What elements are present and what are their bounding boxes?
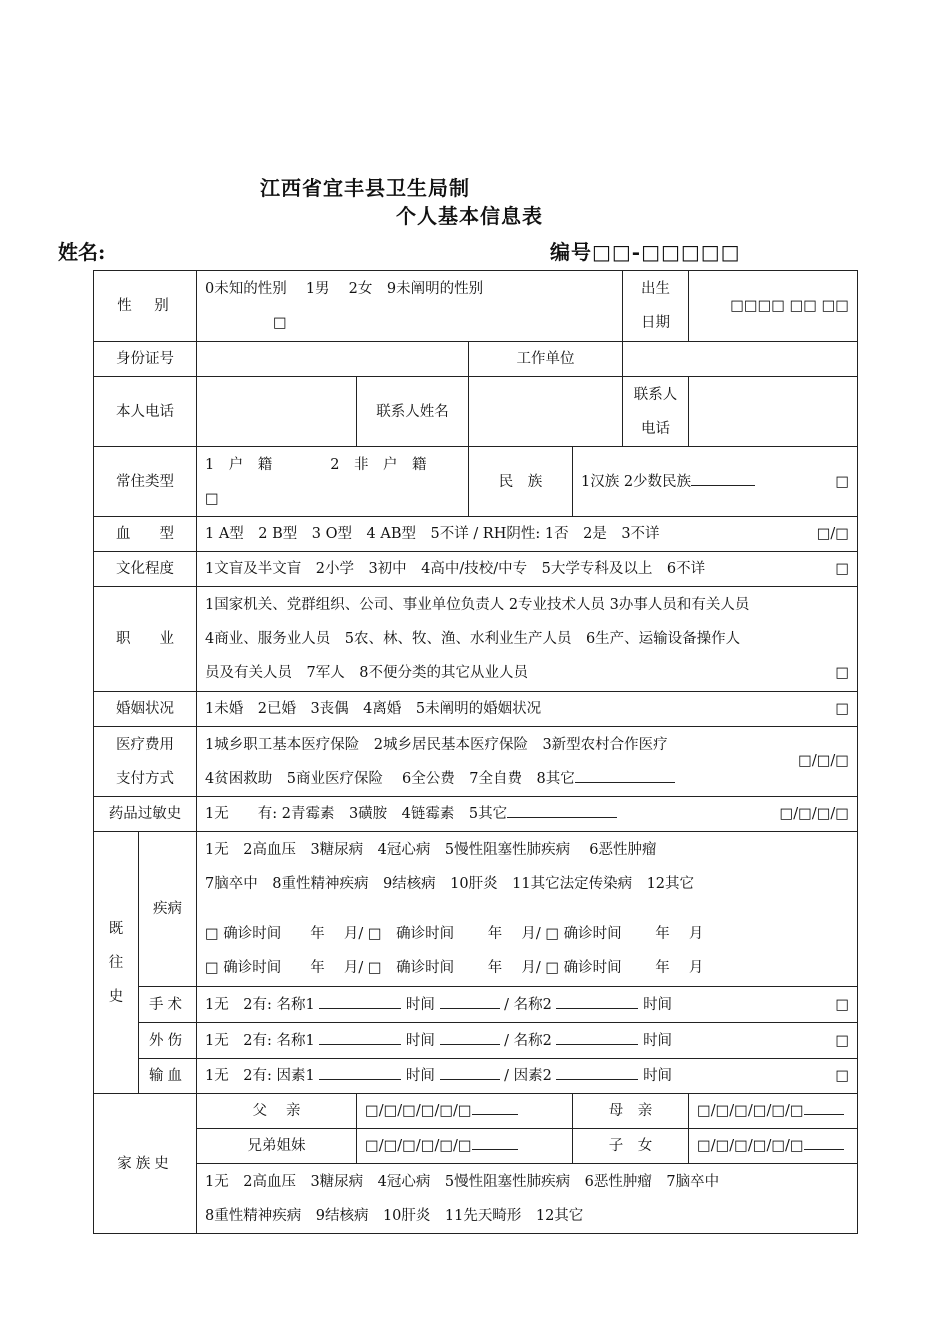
disease-line-2: 7脑卒中 8重性精神疾病 9结核病 10肝炎 11其它法定传染病 12其它 — [205, 876, 695, 892]
injury-checkbox[interactable]: □ — [835, 1032, 850, 1049]
disease-line-1: 1无 2高血压 3糖尿病 4冠心病 5慢性阻塞性肺疾病 6恶性肿瘤 — [205, 842, 657, 858]
agency-name: 江西省宜丰县卫生局制 — [260, 176, 470, 200]
father-boxes[interactable]: □/□/□/□/□/□ — [365, 1103, 472, 1119]
transfusion-reason-2-blank[interactable] — [556, 1065, 638, 1080]
occupation-line-1: 1国家机关、党群组织、公司、事业单位负责人 2专业技术人员 3办事人员和有关人员 — [205, 597, 750, 613]
payment-other-blank[interactable] — [575, 768, 675, 783]
education-checkbox[interactable]: □ — [835, 561, 850, 577]
marital-label: 婚姻状况 — [94, 692, 197, 727]
injury-time-label: 时间 — [405, 1032, 435, 1049]
mother-label: 母 亲 — [573, 1094, 689, 1129]
surgery-label: 手术 — [139, 987, 197, 1023]
birth-label-1: 出生 — [641, 281, 670, 297]
surgery-checkbox[interactable]: □ — [835, 996, 850, 1013]
surgery-time-label: 时间 — [405, 996, 435, 1013]
payment-line-2: 4贫困救助 5商业医疗保险 6全公费 7全自费 8其它 — [205, 770, 575, 787]
children-blank[interactable] — [804, 1135, 844, 1150]
ethnic-checkbox[interactable]: □ — [835, 473, 850, 490]
diagnosis-row-1[interactable]: □ 确诊时间 年 月/ □ 确诊时间 年 月/ □ 确诊时间 年 月 — [205, 926, 704, 942]
blood-checkbox[interactable]: □/□ — [816, 526, 850, 542]
id-label: 身份证号 — [94, 342, 197, 377]
allergy-label: 药品过敏史 — [94, 797, 197, 832]
contact-phone-label-1: 联系人 — [633, 386, 678, 403]
father-blank[interactable] — [472, 1100, 518, 1115]
birth-label-2: 日期 — [641, 315, 670, 331]
phone-label: 本人电话 — [94, 377, 197, 447]
allergy-options: 1无 有: 2青霉素 3磺胺 4链霉素 5其它 — [205, 806, 508, 822]
surgery-time-1-blank[interactable] — [440, 994, 500, 1009]
info-table — [93, 270, 858, 1234]
birth-date-boxes[interactable]: □□□□ □□ □□ — [689, 271, 858, 342]
ethnic-blank[interactable] — [691, 471, 755, 486]
marital-options: 1未婚 2已婚 3丧偶 4离婚 5未阐明的婚姻状况 — [205, 701, 542, 717]
transfusion-label: 输血 — [139, 1059, 197, 1094]
transfusion-text: 1无 2有: 因素1 — [205, 1068, 315, 1084]
family-history-label: 家族史 — [94, 1094, 197, 1234]
transfusion-reason-1-blank[interactable] — [319, 1065, 401, 1080]
injury-text: 1无 2有: 名称1 — [205, 1032, 315, 1049]
siblings-label: 兄弟姐妹 — [197, 1129, 357, 1164]
surgery-text: 1无 2有: 名称1 — [205, 996, 315, 1013]
occupation-line-2: 4商业、服务业人员 5农、林、牧、渔、水利业生产人员 6生产、运输设备操作人 — [205, 631, 741, 647]
siblings-blank[interactable] — [472, 1135, 518, 1150]
residence-checkbox[interactable]: □ — [205, 490, 219, 507]
contact-phone-field[interactable] — [689, 377, 858, 447]
transfusion-time-2-label: 时间 — [643, 1068, 673, 1084]
ethnic-options: 1汉族 2少数民族 — [581, 473, 692, 490]
surgery-name-2-blank[interactable] — [556, 994, 638, 1009]
gender-checkbox[interactable]: □ — [273, 315, 287, 331]
work-unit-label: 工作单位 — [469, 342, 623, 377]
residence-options: 1 户 籍 2 非 户 籍 — [205, 456, 427, 473]
occupation-line-3: 员及有关人员 7军人 8不便分类的其它从业人员 — [205, 665, 528, 681]
injury-label: 外伤 — [139, 1023, 197, 1059]
education-options: 1文盲及半文盲 2小学 3初中 4高中/技校/中专 5大学专科及以上 6不详 — [205, 561, 706, 577]
education-label: 文化程度 — [94, 552, 197, 587]
surgery-time-2-label: 时间 — [643, 996, 673, 1013]
blood-label: 血 型 — [94, 517, 197, 552]
marital-checkbox[interactable]: □ — [835, 701, 850, 717]
diagnosis-row-2[interactable]: □ 确诊时间 年 月/ □ 确诊时间 年 月/ □ 确诊时间 年 月 — [205, 960, 704, 976]
allergy-checkbox[interactable]: □/□/□/□ — [779, 806, 850, 822]
form-title: 个人基本信息表 — [396, 204, 543, 228]
transfusion-time-label: 时间 — [405, 1068, 435, 1084]
occupation-label: 职 业 — [94, 587, 197, 692]
transfusion-reason-2-label: / 因素2 — [504, 1068, 552, 1084]
children-label: 子 女 — [573, 1129, 689, 1164]
contact-phone-label-2: 电话 — [641, 420, 670, 437]
blood-options: 1 A型 2 B型 3 O型 4 AB型 5不详 / RH阴性: 1否 2是 3不详 — [205, 526, 660, 542]
children-boxes[interactable]: □/□/□/□/□/□ — [697, 1138, 804, 1154]
transfusion-checkbox[interactable]: □ — [835, 1068, 850, 1084]
occupation-checkbox[interactable]: □ — [835, 665, 850, 681]
family-disease-line-1: 1无 2高血压 3糖尿病 4冠心病 5慢性阻塞性肺疾病 6恶性肿瘤 7脑卒中 — [205, 1173, 720, 1190]
mother-blank[interactable] — [804, 1100, 844, 1115]
family-disease-line-2: 8重性精神疾病 9结核病 10肝炎 11先天畸形 12其它 — [205, 1207, 584, 1224]
injury-name-1-blank[interactable] — [319, 1030, 401, 1045]
injury-time-1-blank[interactable] — [440, 1030, 500, 1045]
phone-field[interactable] — [197, 377, 357, 447]
contact-name-field[interactable] — [469, 377, 623, 447]
siblings-boxes[interactable]: □/□/□/□/□/□ — [365, 1138, 472, 1154]
payment-label-1: 医疗费用 — [116, 736, 174, 753]
work-unit-field[interactable] — [623, 342, 858, 377]
injury-name-2-blank[interactable] — [556, 1030, 638, 1045]
injury-name-2-label: / 名称2 — [504, 1032, 552, 1049]
id-field[interactable] — [197, 342, 469, 377]
serial-number-label: 编号□□-□□□□□ — [550, 240, 741, 264]
allergy-other-blank[interactable] — [507, 803, 617, 818]
gender-options: 0未知的性别 1男 2女 9未阐明的性别 — [205, 281, 484, 297]
surgery-name-1-blank[interactable] — [319, 994, 401, 1009]
disease-label: 疾病 — [139, 832, 197, 987]
father-label: 父 亲 — [197, 1094, 357, 1129]
payment-checkbox[interactable]: □/□/□ — [798, 753, 850, 769]
payment-label-2: 支付方式 — [116, 770, 174, 787]
payment-line-1: 1城乡职工基本医疗保险 2城乡居民基本医疗保险 3新型农村合作医疗 — [205, 736, 668, 753]
transfusion-time-1-blank[interactable] — [440, 1065, 500, 1080]
residence-label: 常住类型 — [94, 447, 197, 517]
gender-label: 性 别 — [94, 271, 197, 342]
ethnic-label: 民 族 — [469, 447, 573, 517]
mother-boxes[interactable]: □/□/□/□/□/□ — [697, 1103, 804, 1119]
history-label: 既 往 史 — [94, 832, 139, 1094]
injury-time-2-label: 时间 — [643, 1032, 673, 1049]
name-label: 姓名: — [58, 240, 106, 264]
surgery-name-2-label: / 名称2 — [504, 996, 552, 1013]
contact-name-label: 联系人姓名 — [357, 377, 469, 447]
